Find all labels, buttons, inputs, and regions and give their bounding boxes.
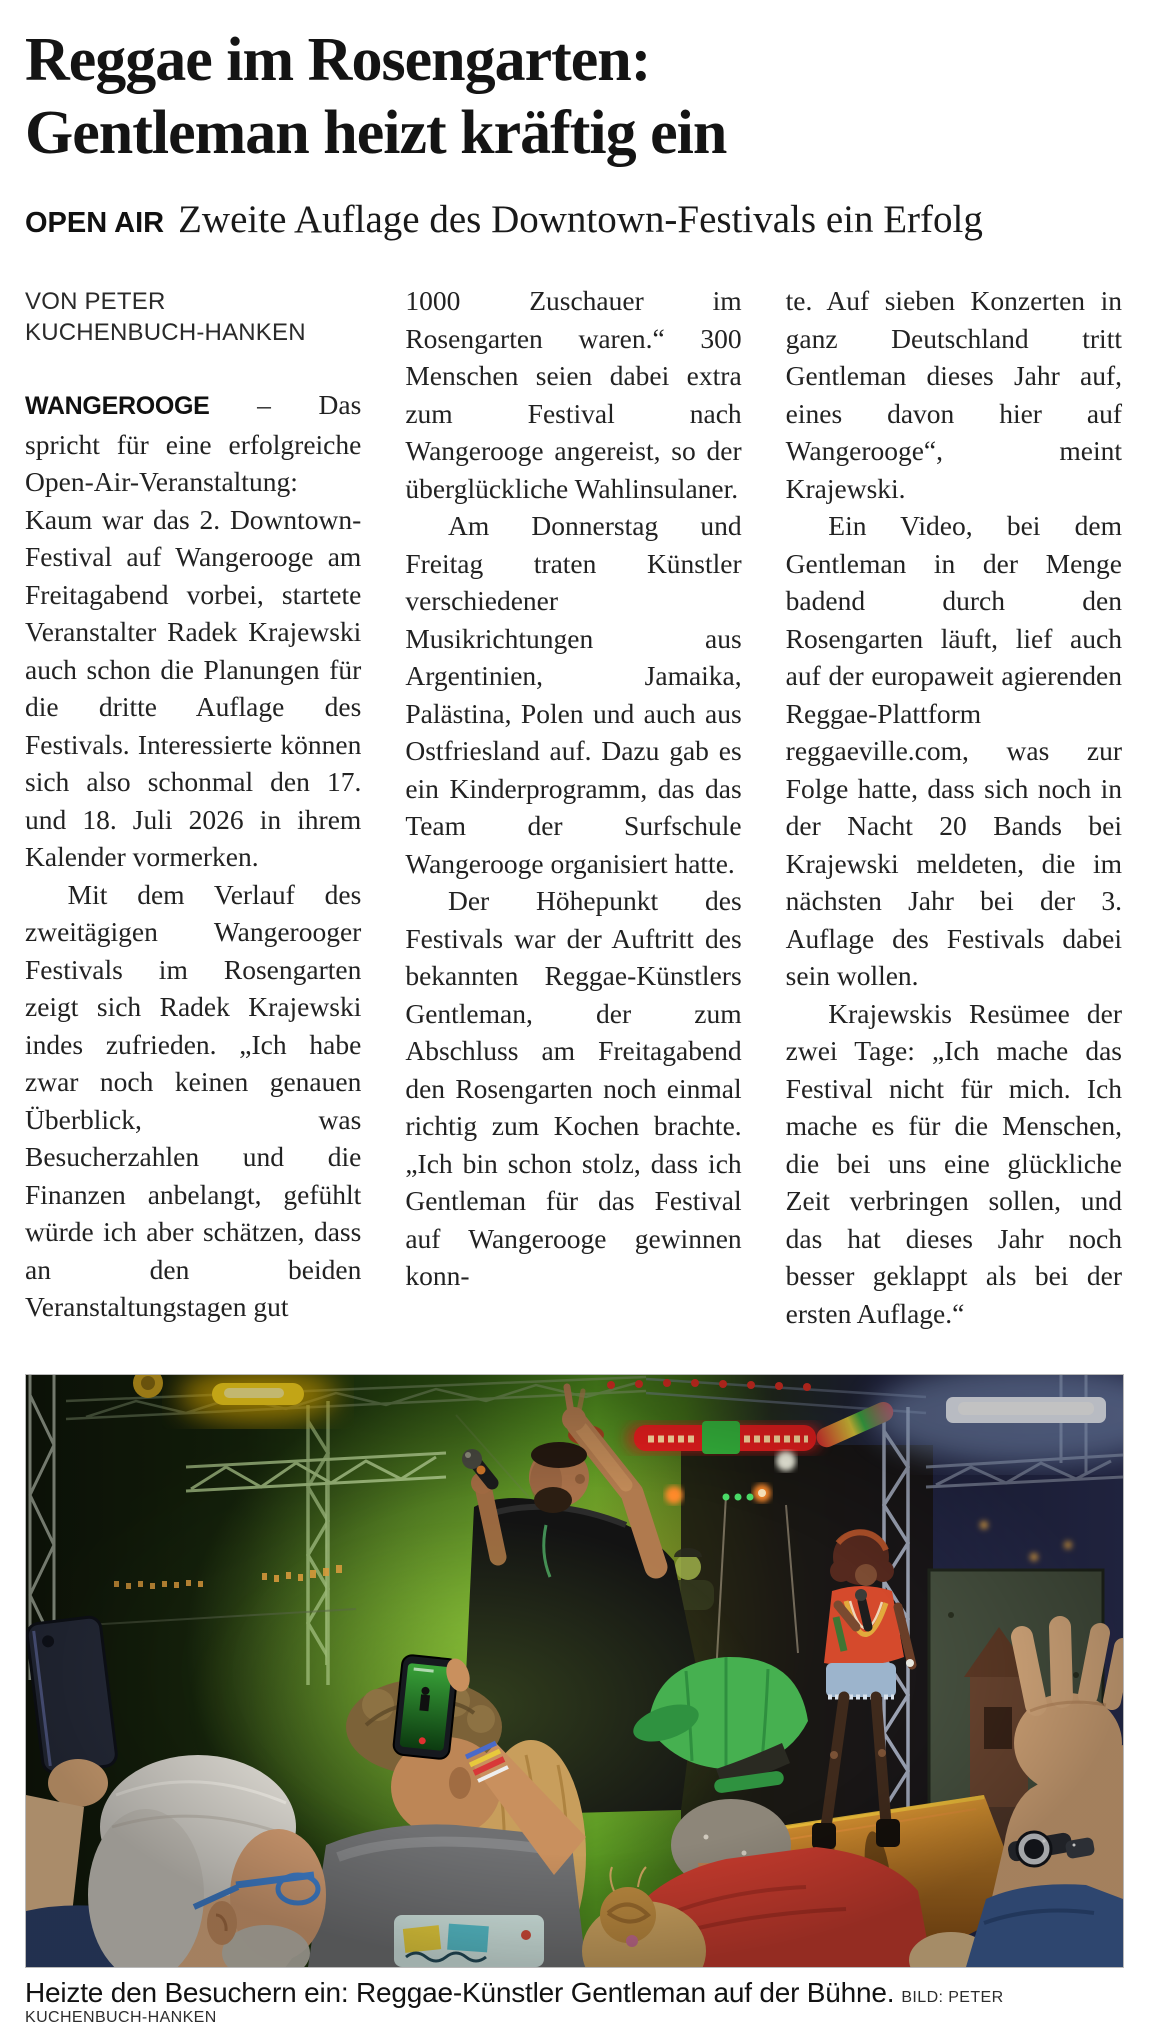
- kicker-text: Zweite Auflage des Downtown-Festivals ein Erfolg: [178, 198, 983, 242]
- caption-credit: BILD: PETER KUCHENBUCH-HANKEN: [25, 1989, 1004, 2027]
- kicker: [25, 197, 1122, 242]
- article-columns: [25, 282, 1122, 1332]
- dateline: WANGEROOGE: [25, 392, 210, 421]
- paragraph: Am Donnerstag und Freitag traten Künstler verschiedener Musikrichtungen aus Argentinien, Jamaika, Palästina, Polen und auch aus Ostfriesland auf. Dazu gab es ein Kinderprogramm, das das Team der Surfschule Wangerooge organisiert hatte.: [405, 510, 742, 879]
- photo-vignette: [26, 1375, 1123, 1967]
- byline: [25, 286, 361, 348]
- headline-line-2: Gentleman heizt kräftig ein: [25, 98, 727, 167]
- article-column-1: [25, 282, 361, 1326]
- paragraph: 1000 Zuschauer im Rosengarten waren.“ 300 Menschen seien dabei extra zum Festival nach Wangerooge angereist, so der überglückliche Wahlinsulaner.: [405, 285, 742, 504]
- lead-paragraph: [25, 386, 361, 876]
- paragraph: Ein Video, bei dem Gentleman in der Menge badend durch den Rosengarten läuft, lief auch auf der europaweit agierenden Reggae-Plattform reggaeville.com, was zur Folge hatte, dass sich noch in der Nacht 20 Bands bei Krajewski meldeten, die im nächsten Jahr bei der 3. Auflage des Festivals dabei sein wollen.: [785, 510, 1122, 992]
- photo-caption: [25, 1968, 1122, 2027]
- article-column-3: [786, 282, 1122, 1332]
- byline-line-2: KUCHENBUCH-HANKEN: [25, 319, 306, 347]
- concert-photo: [25, 1374, 1124, 1968]
- lead-text: – Das spricht für eine erfolgreiche Open-Air-Veranstaltung: Kaum war das 2. Downtown-Festival auf Wangerooge am Freitagabend vorbei, startete Veranstalter Radek Krajewski auch schon die Planungen für die dritte Auflage des Festivals. Interessierte können sich also schonmal den 17. und 18. Juli 2026 in ihrem Kalender vormerken.: [25, 389, 362, 873]
- paragraph: Mit dem Verlauf des zweitägigen Wangerooger Festivals im Rosengarten zeigt sich Radek Krajewski indes zufrieden. „Ich habe zwar noch keinen genauen Überblick, was Besucherzahlen und die Finanzen anbelangt, gefühlt würde ich aber schätzen, dass an den beiden Veranstaltungstagen gut: [25, 878, 362, 1323]
- paragraph: te. Auf sieben Konzerten in ganz Deutschland tritt Gentleman dieses Jahr auf, eines davon hier auf Wangerooge“, meint Krajewski.: [785, 285, 1122, 504]
- kicker-label: OPEN AIR: [25, 207, 165, 240]
- byline-line-1: VON PETER: [25, 288, 166, 316]
- article-photo: [25, 1374, 1122, 2027]
- paragraph: Der Höhepunkt des Festivals war der Auftritt des bekannten Reggae-Künstlers Gentleman, der zum Abschluss am Freitagabend den Rosengarten noch einmal richtig zum Kochen brachte. „Ich bin schon stolz, dass ich Gentleman für das Festival auf Wangerooge gewinnen konn-: [405, 885, 742, 1292]
- caption-text: Heizte den Besuchern ein: Reggae-Künstler Gentleman auf der Bühne.: [25, 1977, 895, 2009]
- article-column-2: [405, 282, 741, 1295]
- headline-line-1: Reggae im Rosengarten:: [25, 26, 651, 94]
- article-headline: [25, 24, 1122, 169]
- paragraph: Krajewskis Resümee der zwei Tage: „Ich mache das Festival nicht für mich. Ich mache es für die Menschen, die bei uns eine glückliche Zeit verbringen sollen, und das hat dieses Jahr noch besser geklappt als bei der ersten Auflage.“: [785, 997, 1122, 1329]
